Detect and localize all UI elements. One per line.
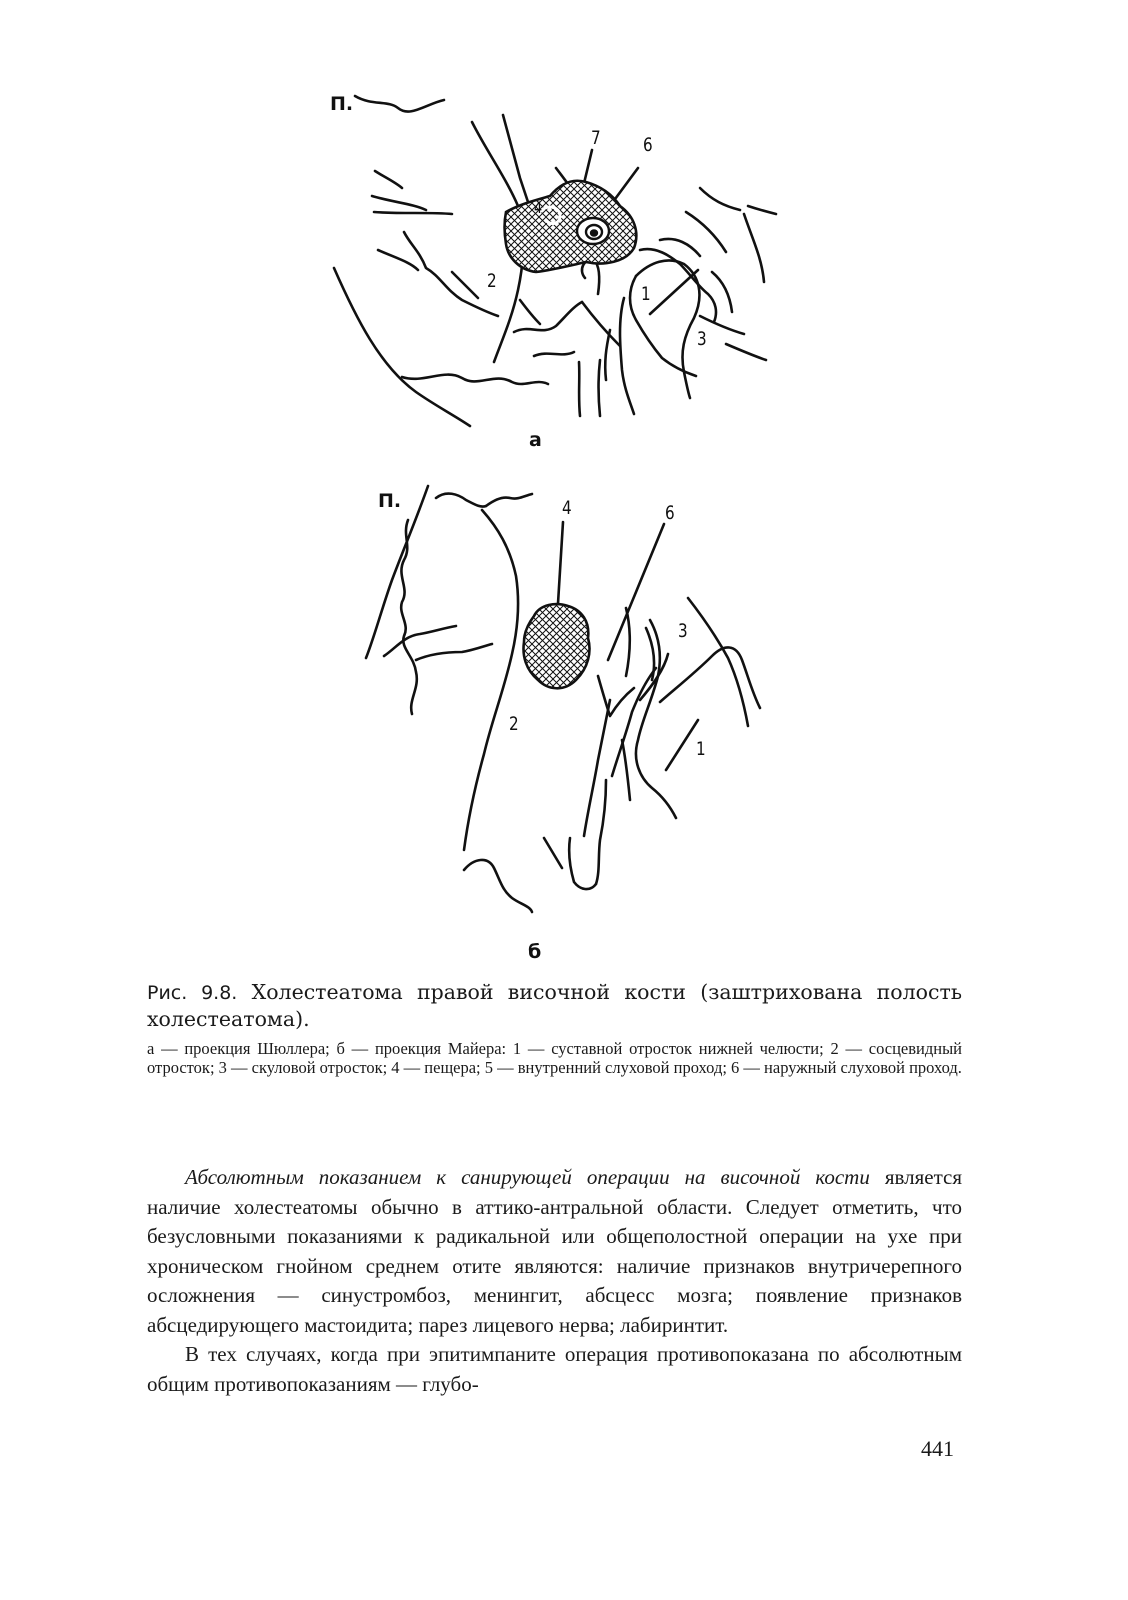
body-paragraph-1-rest: является наличие холестеатомы обычно в аттико-антральной области. Следует отметить, что безусловными показаниями к радикальной или общеполостной операции на ухе при хроническом гнойном среднем отите являются: наличие признаков внутричерепного осложнения — синустромбоз, менингит, абсцесс мозга; появление признаков абсцедирующего мастоидита; парез лицевого нерва; лабиринтит. xyxy=(147,1165,962,1337)
panel-b-label-2: 2 xyxy=(509,713,519,735)
body-text xyxy=(147,1163,962,1399)
figure-caption-label: Рис. 9.8. xyxy=(147,982,238,1004)
panel-a-marker: П. xyxy=(330,93,354,115)
figure-caption-legend: а — проекция Шюллера; б — проекция Майера: 1 — суставной отросток нижней челюсти; 2 — сосцевидный отросток; 3 — скуловой отросток; 4 — пещера; 5 — внутренний слуховой проход; 6 — наружный слуховой проход. xyxy=(147,1039,962,1077)
panel-b-label-6: 6 xyxy=(665,502,675,524)
ear-canal-rings-a xyxy=(577,218,609,244)
panel-a-label-7: 7 xyxy=(591,127,601,149)
panel-a-label-6: 6 xyxy=(643,134,653,156)
panel-b-label-1: 1 xyxy=(696,738,706,760)
panel-a-label-1: 1 xyxy=(641,283,651,305)
figure-caption-title xyxy=(147,979,962,1032)
figure-caption-text: Холестеатома правой височной кости (заштрихована полость холестеатома). xyxy=(147,980,962,1031)
body-paragraph-1-italic: Абсолютным показанием к санирующей операции на височной кости xyxy=(185,1165,870,1189)
panel-a-label-2: 2 xyxy=(487,270,497,292)
panel-b-drawing xyxy=(366,486,760,912)
body-paragraph-2: В тех случаях, когда при эпитимпаните операция противопоказана по абсолютным общим противопоказаниям — глубо- xyxy=(147,1342,962,1396)
panel-a-letter: а xyxy=(529,429,542,451)
cholesteatoma-mass-b xyxy=(524,604,590,688)
page-number: 441 xyxy=(921,1436,954,1461)
panel-a-label-4: 4 xyxy=(534,198,543,217)
panel-a-label-3: 3 xyxy=(697,328,707,350)
panel-b-label-4: 4 xyxy=(562,497,572,519)
panel-b-label-3: 3 xyxy=(678,620,688,642)
panel-b-marker: П. xyxy=(378,490,402,512)
panel-b-letter: б xyxy=(528,941,542,963)
body-paragraph-1 xyxy=(147,1163,962,1340)
